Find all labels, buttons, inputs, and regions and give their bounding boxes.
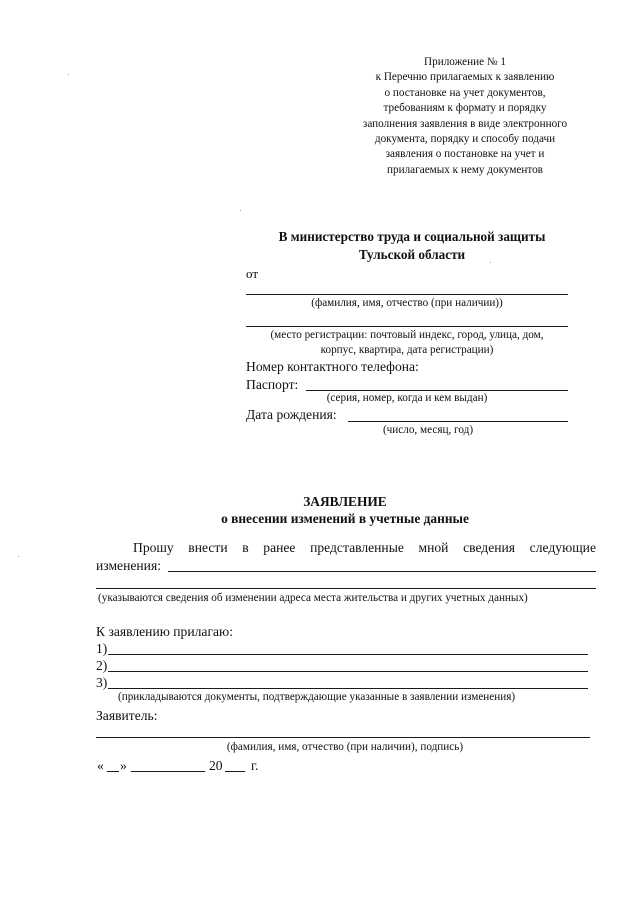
- attachment-number: 2): [96, 658, 108, 673]
- appendix-line: документа, порядку и способу подачи: [374, 133, 556, 146]
- appendix-line: заявления о постановке на учет и: [385, 148, 545, 161]
- attachments-label: К заявлению прилагаю:: [96, 624, 233, 639]
- date-quote-close: »: [120, 758, 127, 773]
- scan-speck: [18, 556, 19, 557]
- birth-date-label: Дата рождения:: [246, 407, 337, 422]
- scan-speck: [68, 74, 69, 75]
- changes-input-line-1[interactable]: [168, 571, 596, 572]
- registration-input-line[interactable]: [246, 326, 568, 327]
- scan-speck: [240, 210, 241, 211]
- year-suffix: г.: [251, 758, 259, 773]
- attachment-input-line-3[interactable]: [108, 688, 588, 689]
- scan-speck: [490, 262, 491, 263]
- changes-input-line-2[interactable]: [96, 588, 596, 589]
- attachment-number: 3): [96, 675, 108, 690]
- applicant-signature-line[interactable]: [96, 737, 590, 738]
- date-quote-open: «: [97, 758, 104, 773]
- appendix-line: прилагаемых к нему документов: [387, 163, 543, 176]
- applicant-label: Заявитель:: [96, 708, 158, 723]
- request-text: Прошу внести в ранее представленные мной сведения следующие: [133, 540, 596, 555]
- phone-label: Номер контактного телефона:: [246, 359, 419, 374]
- registration-hint-1: (место регистрации: почтовый индекс, город, улица, дом,: [270, 329, 544, 341]
- appendix-line: к Перечню прилагаемых к заявлению: [375, 71, 555, 84]
- appendix-line: Приложение № 1: [424, 56, 506, 68]
- attachment-number: 1): [96, 641, 108, 656]
- title-line: о внесении изменений в учетные данные: [221, 511, 469, 526]
- from-label: от: [246, 266, 259, 281]
- docs-hint: (прикладываются документы, подтверждающие указанные в заявлении изменения): [118, 691, 516, 703]
- passport-label: Паспорт:: [246, 377, 299, 392]
- year-input-line[interactable]: [225, 771, 245, 772]
- addressee-block: [244, 228, 580, 263]
- addressee-line: В министерство труда и социальной защиты: [278, 229, 546, 244]
- attachment-input-line-1[interactable]: [108, 654, 588, 655]
- signature-hint: (фамилия, имя, отчество (при наличии), подпись): [226, 741, 464, 753]
- appendix-line: заполнения заявления в виде электронного: [362, 117, 568, 130]
- birth-date-input-line[interactable]: [348, 421, 568, 422]
- passport-hint: (серия, номер, когда и кем выдан): [326, 392, 488, 404]
- year-prefix: 20: [209, 758, 223, 773]
- registration-hint-2: корпус, квартира, дата регистрации): [320, 344, 494, 356]
- changes-label: изменения:: [96, 558, 161, 573]
- attachment-input-line-2[interactable]: [108, 671, 588, 672]
- day-input-line[interactable]: [107, 771, 119, 772]
- appendix-line: о постановке на учет документов,: [384, 86, 546, 99]
- month-input-line[interactable]: [131, 771, 205, 772]
- changes-hint: (указываются сведения об изменении адреса места жительства и других учетных данных): [98, 592, 528, 604]
- passport-input-line[interactable]: [306, 390, 568, 391]
- birth-date-hint: (число, месяц, год): [382, 424, 474, 436]
- appendix-line: требованиям к формату и порядку: [383, 102, 547, 115]
- fio-input-line[interactable]: [246, 294, 568, 295]
- addressee-line: Тульской области: [358, 246, 466, 262]
- title-line: ЗАЯВЛЕНИЕ: [303, 494, 387, 509]
- statement-title: [150, 493, 540, 527]
- fio-hint: (фамилия, имя, отчество (при наличии)): [311, 297, 503, 309]
- appendix-header: [330, 55, 600, 178]
